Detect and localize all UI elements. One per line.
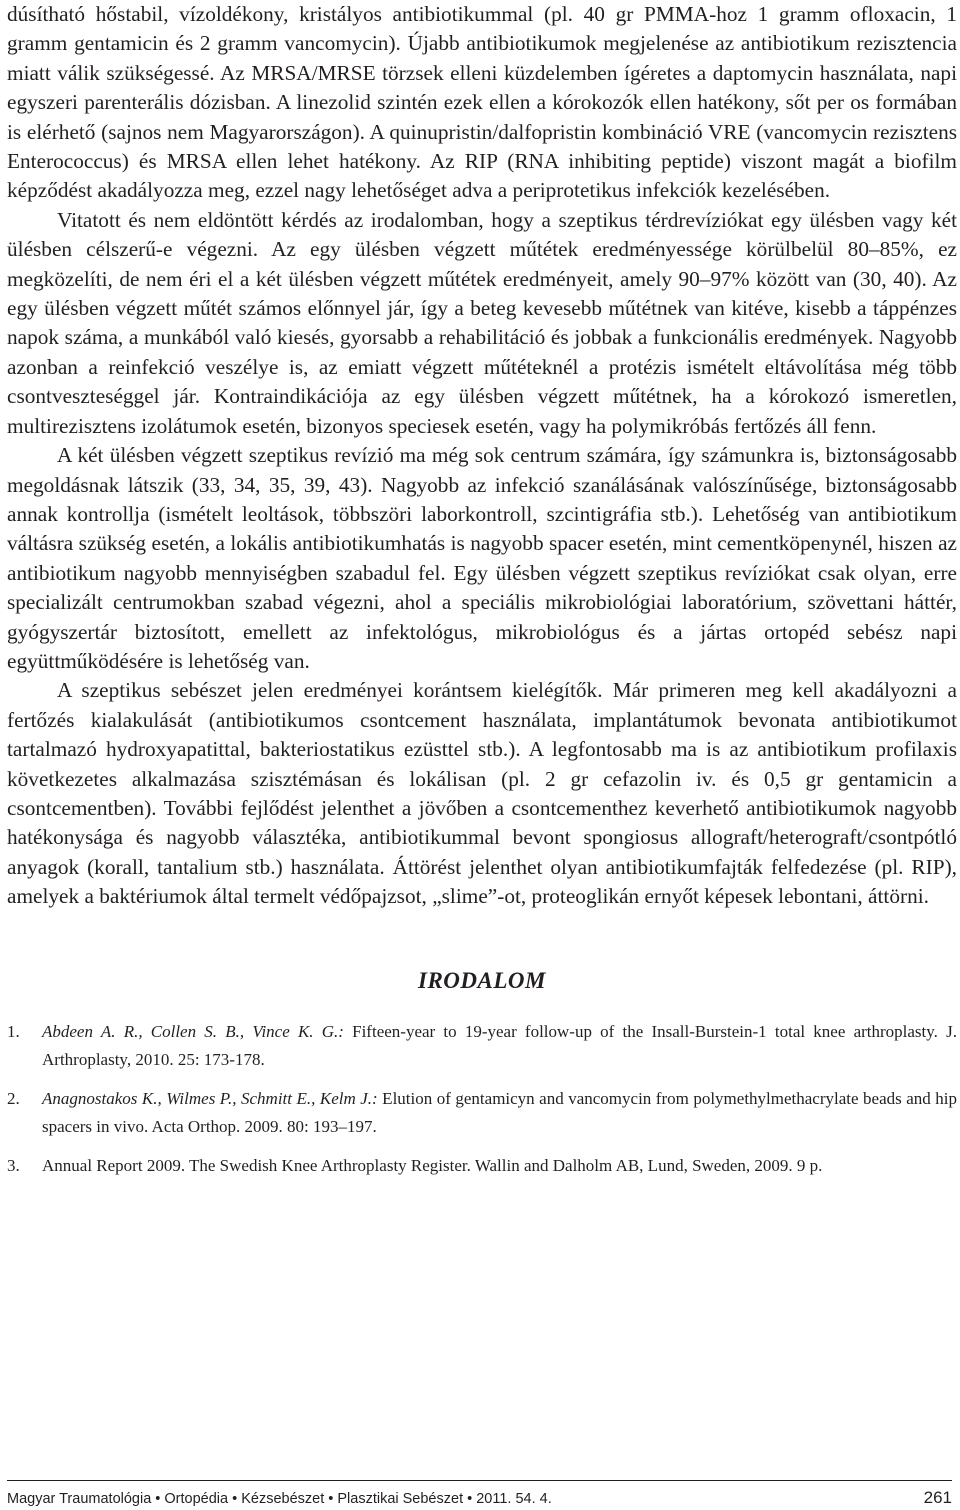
references-heading: IRODALOM — [418, 967, 546, 993]
reference-body — [42, 1018, 957, 1074]
reference-item — [7, 1152, 957, 1180]
page-number: 261 — [923, 1488, 952, 1507]
reference-list — [7, 1018, 957, 1180]
body-paragraph: A szeptikus sebészet jelen eredményei korántsem kielégítők. Már primeren meg kell akadályozni a fertőzés kialakulását (antibiotikumos csontcement használata, implantátumok bevonata antibiotikumot tartalmazó hydroxyapatittal, bakteriostatikus ezüsttel stb.). A legfontosabb ma is az antibiotikum profilaxis következetes alkalmazása szisztémásan és lokálisan (pl. 2 gr cefazolin iv. és 0,5 gr gentamicin a csontcementben). További fejlődést jelenthet a jövőben a csontcementhez keverhető antibiotikumok nagyobb hatékonysága és nagyobb választéka, antibiotikummal bevont spongiosus allograft/heterograft/csontpótló anyagok (korall, tantalium stb.) használata. Áttörést jelenthet olyan antibiotikumfajták felfedezése (pl. RIP), amelyek a baktériumok által termelt védőpajzsot, „slime”-ot, proteoglikán ernyőt képesek lebontani, áttörni. — [7, 678, 957, 909]
reference-body — [42, 1152, 957, 1180]
reference-authors: Anagnostakos K., Wilmes P., Schmitt E., Kelm J.: — [42, 1088, 378, 1108]
reference-authors: Abdeen A. R., Collen S. B., Vince K. G.: — [42, 1021, 344, 1041]
reference-number: 3. — [7, 1155, 20, 1175]
page-footer — [7, 1480, 952, 1508]
body-paragraph: A két ülésben végzett szeptikus revízió ma még sok centrum számára, így számunkra is, biztonságosabb megoldásnak látszik (33, 34, 35, 39, 43). Nagyobb az infekció szanálásának valószínűsége, biztonságosabb annak kontrollja (ismételt leoltások, többszöri laborkontroll, szcintigráfia stb.). Lehetőség van antibiotikum váltásra szükség esetén, a lokális antibiotikumhatás is nagyobb spacer esetén, mint cementköpenynél, hiszen az antibiotikum nagyobb mennyiségben szabadul fel. Egy ülésben végzett szeptikus revíziókat csak olyan, erre specializált centrumokban szabad végezni, ahol a speciális mikrobiológiai laboratórium, szövettani háttér, gyógyszertár biztosított, emellett az infektológus, mikrobiológus és a jártas ortopéd sebész napi együttműködésére is lehetőség van. — [7, 443, 957, 673]
reference-number: 1. — [7, 1021, 20, 1041]
journal-citation: Magyar Traumatológia • Ortopédia • Kézsebészet • Plasztikai Sebészet • 2011. 54. 4. — [7, 1491, 552, 1507]
reference-body — [42, 1085, 957, 1141]
reference-text: Elution of gentamicyn and vancomycin from polymethylmethacrylate beads and hip spacers in vivo. Acta Orthop. 2009. 80: 193–197. — [42, 1088, 957, 1136]
reference-number: 2. — [7, 1088, 20, 1108]
body-paragraph: Vitatott és nem eldöntött kérdés az irodalomban, hogy a szeptikus térdrevíziókat egy ülésben vagy két ülésben célszerű-e végezni. Az egy ülésben végzett műtétek eredményessége körülbelül 80–85%, ez megközelíti, de nem éri el a két ülésben végzett műtétek eredményeit, amely 90–97% között van (30, 40). Az egy ülésben végzett műtét számos előnnyel jár, így a beteg kevesebb műtétnek van kitéve, kisebb a táppénzes napok száma, a munkából való kiesés, gyorsabb a rehabilitáció és jobbak a funkcionális eredmények. Nagyobb azonban a reinfekció veszélye is, az emiatt végzett műtéteknél a protézis ismételt eltávolítása még több csontveszteséggel jár. Kontraindikációja az egy ülésben végzett műtétnek, ha a kórokozó ismeretlen, multirezisztens izolátumok esetén, bizonyos speciesek esetén, vagy ha polymikróbás fertőzés áll fenn. — [7, 207, 957, 438]
reference-item — [7, 1085, 957, 1141]
page-content — [7, 0, 957, 1191]
reference-text: Annual Report 2009. The Swedish Knee Arthroplasty Register. Wallin and Dalholm AB, Lund, Sweden, 2009. 9 p. — [42, 1155, 823, 1175]
reference-item — [7, 1018, 957, 1074]
reference-text: Fifteen-year to 19-year follow-up of the Insall-Burstein-1 total knee arthroplasty. J. Arthroplasty, 2010. 25: 173-178. — [42, 1021, 957, 1069]
article-body — [7, 0, 957, 912]
body-paragraph: dúsítható hőstabil, vízoldékony, kristályos antibiotikummal (pl. 40 gr PMMA-hoz 1 gramm ofloxacin, 1 gramm gentamicin és 2 gramm vancomycin). Újabb antibiotikumok megjelenése az antibiotikum rezisztencia miatt válik szükségessé. Az MRSA/MRSE törzsek elleni küzdelemben ígéretes a daptomycin használata, napi egyszeri parenterális dózisban. A linezolid szintén ezek ellen a kórokozók ellen hatékony, sőt per os formában is elérhető (sajnos nem Magyarországon). A quinupristin/dalfopristin kombináció VRE (vancomycin rezisztens Enterococcus) és MRSA ellen lehet hatékony. Az RIP (RNA inhibiting peptide) viszont magát a biofilm képződést akadályozza meg, ezzel nagy lehetőséget adva a periprotetikus infekciók kezelésében. — [7, 2, 957, 203]
